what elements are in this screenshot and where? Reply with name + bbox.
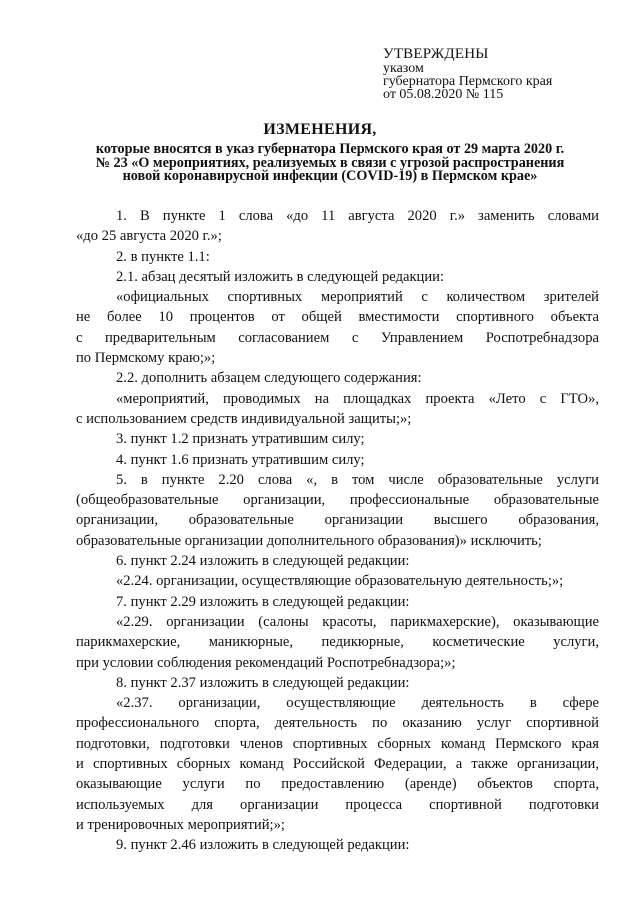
approval-line-1: указом: [383, 61, 424, 76]
body-line: «до 25 августа 2020 г.»;: [76, 228, 222, 245]
body-line: «мероприятий, проводимых на площадках проекта «Лето с ГТО»,: [116, 390, 599, 407]
body-line: «2.37. организации, осуществляющие деятельность в сфере: [116, 695, 599, 712]
body-line: 8. пункт 2.37 изложить в следующей редакции:: [116, 674, 410, 691]
body-line: «2.24. организации, осуществляющие образовательную деятельность;»;: [116, 573, 564, 590]
body-line: и спортивных сборных команд Российской Федерации, а также организации,: [76, 756, 599, 773]
subtitle-line: которые вносятся в указ губернатора Пермского края от 29 марта 2020 г.: [95, 141, 565, 157]
body-line: оказывающие услуги по предоставлению (аренде) объектов спорта,: [76, 776, 599, 793]
body-line: используемых для организации процесса спортивной подготовки: [76, 796, 599, 813]
approval-title: УТВЕРЖДЕНЫ: [383, 46, 489, 62]
subtitle-line: новой коронавирусной инфекции (COVID-19) в Пермском крае»: [122, 168, 538, 184]
body-line: парикмахерские, маникюрные, педикюрные, косметические услуги,: [76, 634, 599, 651]
document-title: ИЗМЕНЕНИЯ,: [263, 121, 377, 138]
body-line: 6. пункт 2.24 изложить в следующей редакции:: [116, 553, 410, 570]
body-line: организации, образовательные организации высшего образования,: [76, 512, 599, 529]
body-line: 4. пункт 1.6 признать утратившим силу;: [116, 451, 365, 468]
body-line: «2.29. организации (салоны красоты, парикмахерские), оказывающие: [116, 613, 599, 630]
body-line: по Пермскому краю;»;: [76, 350, 216, 367]
body-line: профессионального спорта, деятельность по оказанию услуг спортивной: [76, 715, 599, 732]
body-line: и тренировочных мероприятий;»;: [76, 816, 285, 833]
body-line: с использованием средств индивидуальной защиты;»;: [76, 410, 412, 427]
document-subtitle: [60, 143, 600, 184]
body-line: не более 10 процентов от общей вместимости спортивного объекта: [76, 309, 599, 326]
body-line: 2. в пункте 1.1:: [116, 248, 210, 265]
body-line: 2.2. дополнить абзацем следующего содержания:: [116, 370, 422, 387]
body-line: 9. пункт 2.46 изложить в следующей редакции:: [116, 837, 410, 854]
body-line: 1. В пункте 1 слова «до 11 августа 2020 г.» заменить словами: [116, 208, 599, 224]
body-line: 5. в пункте 2.20 слова «, в том числе образовательные услуги: [116, 471, 599, 488]
body-line: образовательные организации дополнительного образования)» исключить;: [76, 532, 542, 549]
body-line: при условии соблюдения рекомендаций Роспотребнадзора;»;: [76, 654, 456, 671]
document-body: [76, 206, 599, 856]
body-line: «официальных спортивных мероприятий с количеством зрителей: [116, 289, 599, 306]
approval-line-2: губернатора Пермского края: [383, 74, 553, 89]
body-line: 7. пункт 2.29 изложить в следующей редакции:: [116, 593, 410, 610]
body-line: с предварительным согласованием с Управлением Роспотребнадзора: [76, 329, 599, 346]
body-line: 3. пункт 1.2 признать утратившим силу;: [116, 431, 365, 448]
body-line: 2.1. абзац десятый изложить в следующей редакции:: [116, 268, 445, 285]
body-line: (общеобразовательные организации, профессиональные образовательные: [76, 492, 599, 509]
body-line: подготовки, подготовки членов спортивных сборных команд Пермского края: [76, 735, 599, 752]
approval-stamp: [383, 46, 552, 101]
approval-line-3: от 05.08.2020 № 115: [383, 87, 504, 102]
subtitle-line: № 23 «О мероприятиях, реализуемых в связи с угрозой распространения: [95, 154, 565, 171]
